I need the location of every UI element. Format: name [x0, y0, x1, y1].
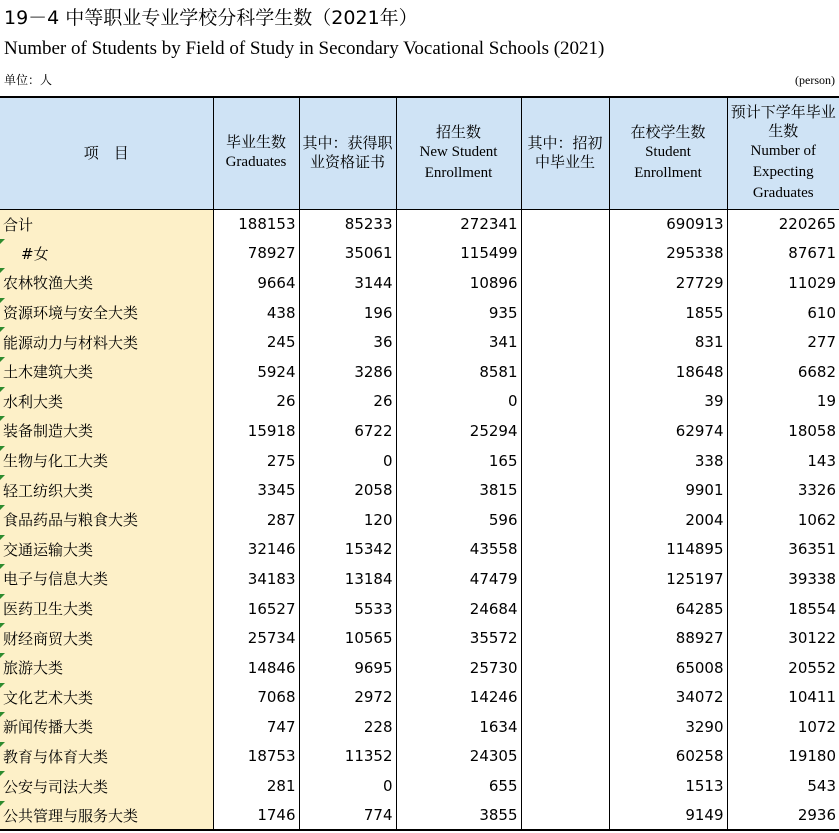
- cell-expected: 18554: [727, 594, 839, 624]
- cell-certified: 13184: [299, 564, 396, 594]
- cell-certified: 2972: [299, 683, 396, 713]
- cell-certified: 85233: [299, 209, 396, 239]
- comment-marker-icon: [0, 564, 5, 569]
- page-subtitle: Number of Students by Field of Study in Secondary Vocational Schools (2021): [4, 38, 605, 59]
- row-label: 农林牧渔大类: [3, 274, 94, 293]
- cell-graduates: 747: [266, 717, 296, 736]
- table-row: [0, 564, 839, 594]
- comment-marker-icon: [0, 505, 5, 510]
- cell-graduates: 15918: [247, 421, 296, 440]
- cell-new-enrollment: 655: [396, 771, 521, 801]
- cell-new-enrollment: 24305: [396, 742, 521, 772]
- cell-from-junior: [521, 327, 609, 357]
- cell-expected: 2936: [727, 801, 839, 831]
- row-label: 交通运输大类: [3, 540, 94, 559]
- row-label-cell: [0, 742, 213, 772]
- row-label-cell: [0, 209, 213, 239]
- cell-certified: 0: [299, 771, 396, 801]
- cell-certified: 3144: [299, 268, 396, 298]
- comment-marker-icon: [0, 475, 5, 480]
- cell-new-enrollment: 0: [396, 387, 521, 417]
- row-label-cell: [0, 387, 213, 417]
- cell-expected: 87671: [727, 239, 839, 269]
- comment-marker-icon: [0, 594, 5, 599]
- cell-expected: 6682: [727, 357, 839, 387]
- header-item: [0, 97, 213, 209]
- row-label: 合计: [3, 215, 34, 234]
- cell-expected: 1062: [727, 505, 839, 535]
- cell-expected: 19: [727, 387, 839, 417]
- cell-certified: 36: [299, 327, 396, 357]
- table-row: [0, 357, 839, 387]
- table-row: [0, 239, 839, 269]
- cell-new-enrollment: 47479: [396, 564, 521, 594]
- cell-graduates: 16527: [247, 599, 296, 618]
- table-row: [0, 209, 839, 239]
- cell-certified: 3286: [299, 357, 396, 387]
- cell-graduates: 7068: [257, 688, 296, 707]
- cell-graduates: 275: [266, 451, 296, 470]
- cell-enrollment: 18648: [609, 357, 727, 387]
- cell-new-enrollment: 24684: [396, 594, 521, 624]
- table-row: [0, 535, 839, 565]
- table-row: [0, 771, 839, 801]
- cell-graduates: 1746: [213, 801, 299, 831]
- cell-new-enrollment: 596: [396, 505, 521, 535]
- row-label: 医药卫生大类: [3, 600, 94, 619]
- cell-enrollment: 39: [609, 387, 727, 417]
- row-label: 公安与司法大类: [3, 777, 109, 796]
- cell-from-junior: [521, 268, 609, 298]
- comment-marker-icon: [0, 268, 5, 273]
- cell-graduates: 26: [276, 392, 296, 411]
- row-label-cell: [0, 357, 213, 387]
- header-enrollment-en: Student Enrollment: [634, 143, 702, 181]
- cell-new-enrollment: 115499: [396, 239, 521, 269]
- cell-new-enrollment: 25730: [396, 653, 521, 683]
- cell-certified: 2058: [299, 475, 396, 505]
- comment-marker-icon: [0, 446, 5, 451]
- cell-graduates: 78927: [247, 244, 296, 263]
- cell-expected: 1072: [727, 712, 839, 742]
- row-label: 食品药品与粮食大类: [3, 511, 139, 530]
- comment-marker-icon: [0, 387, 5, 392]
- cell-expected: 543: [727, 771, 839, 801]
- cell-enrollment: 9901: [609, 475, 727, 505]
- cell-certified: 11352: [299, 742, 396, 772]
- comment-marker-icon: [0, 298, 5, 303]
- cell-enrollment: 338: [609, 446, 727, 476]
- cell-enrollment: 1855: [609, 298, 727, 328]
- cell-enrollment: 9149: [609, 801, 727, 831]
- unit-label-en: (person): [795, 73, 835, 87]
- row-label-cell: [0, 623, 213, 653]
- cell-enrollment: 2004: [609, 505, 727, 535]
- row-label-cell: [0, 712, 213, 742]
- row-label-cell: [0, 475, 213, 505]
- cell-graduates: 287: [266, 510, 296, 529]
- cell-certified: 196: [299, 298, 396, 328]
- cell-enrollment: 690913: [609, 209, 727, 239]
- cell-expected: 19180: [727, 742, 839, 772]
- comment-marker-icon: [0, 623, 5, 628]
- cell-enrollment: 64285: [609, 594, 727, 624]
- cell-expected: 143: [727, 446, 839, 476]
- cell-new-enrollment: 14246: [396, 683, 521, 713]
- table-row: [0, 653, 839, 683]
- cell-from-junior: [521, 742, 609, 772]
- cell-enrollment: 34072: [609, 683, 727, 713]
- cell-from-junior: [521, 594, 609, 624]
- table-row: [0, 742, 839, 772]
- row-label-cell: [0, 771, 213, 801]
- row-label: 旅游大类: [3, 659, 64, 678]
- cell-expected: 610: [727, 298, 839, 328]
- cell-from-junior: [521, 475, 609, 505]
- table-row: [0, 712, 839, 742]
- table-row: [0, 298, 839, 328]
- cell-graduates: 34183: [247, 569, 296, 588]
- row-label-cell: [0, 416, 213, 446]
- data-table: [0, 96, 839, 831]
- header-graduates-en: Graduates: [225, 154, 287, 171]
- row-label-cell: [0, 801, 213, 831]
- cell-enrollment: 3290: [609, 712, 727, 742]
- page-title: 19－4 中等职业专业学校分科学生数（2021年）: [4, 7, 418, 29]
- cell-expected: 30122: [727, 623, 839, 653]
- table-row: [0, 683, 839, 713]
- cell-from-junior: [521, 535, 609, 565]
- cell-new-enrollment: 341: [396, 327, 521, 357]
- cell-from-junior: [521, 653, 609, 683]
- cell-certified: 26: [299, 387, 396, 417]
- row-label-cell: [0, 239, 213, 269]
- cell-new-enrollment: 25294: [396, 416, 521, 446]
- row-label-cell: [0, 268, 213, 298]
- comment-marker-icon: [0, 683, 5, 688]
- cell-from-junior: [521, 683, 609, 713]
- unit-label: 单位：人: [4, 73, 53, 87]
- cell-from-junior: [521, 239, 609, 269]
- table-row: [0, 268, 839, 298]
- cell-expected: 3326: [727, 475, 839, 505]
- comment-marker-icon: [0, 771, 5, 776]
- cell-graduates: 438: [266, 303, 296, 322]
- row-label: 装备制造大类: [3, 422, 94, 441]
- cell-certified: 228: [299, 712, 396, 742]
- cell-certified: 35061: [299, 239, 396, 269]
- cell-expected: 20552: [727, 653, 839, 683]
- row-label-cell: [0, 505, 213, 535]
- cell-from-junior: [521, 209, 609, 239]
- header-new-enrollment-cn: 招生数: [435, 122, 481, 141]
- comment-marker-icon: [0, 327, 5, 332]
- cell-new-enrollment: 3815: [396, 475, 521, 505]
- header-certified-cn: 其中：获得职业资格证书: [302, 134, 393, 172]
- cell-certified: 6722: [299, 416, 396, 446]
- cell-enrollment: 62974: [609, 416, 727, 446]
- comment-marker-icon: [0, 357, 5, 362]
- cell-enrollment: 60258: [609, 742, 727, 772]
- header-graduates-cn: 毕业生数: [225, 133, 286, 152]
- cell-enrollment: 295338: [609, 239, 727, 269]
- cell-from-junior: [521, 712, 609, 742]
- row-label-cell: [0, 535, 213, 565]
- table-row: [0, 475, 839, 505]
- cell-graduates: 14846: [247, 658, 296, 677]
- cell-from-junior: [521, 771, 609, 801]
- row-label-cell: [0, 653, 213, 683]
- row-label-cell: [0, 298, 213, 328]
- cell-from-junior: [521, 801, 609, 831]
- cell-graduates: 32146: [247, 540, 296, 559]
- row-label-cell: [0, 446, 213, 476]
- comment-marker-icon: [0, 239, 5, 244]
- cell-new-enrollment: 1634: [396, 712, 521, 742]
- row-label: 能源动力与材料大类: [3, 333, 139, 352]
- cell-expected: 220265: [727, 209, 839, 239]
- cell-expected: 36351: [727, 535, 839, 565]
- header-graduates: [213, 97, 299, 209]
- cell-new-enrollment: 3855: [396, 801, 521, 831]
- table-row: [0, 623, 839, 653]
- header-from-junior-cn: 其中：招初中毕业生: [527, 134, 603, 172]
- cell-from-junior: [521, 446, 609, 476]
- row-label: 财经商贸大类: [3, 629, 94, 648]
- cell-from-junior: [521, 416, 609, 446]
- cell-graduates: 9664: [257, 273, 296, 292]
- cell-expected: 11029: [727, 268, 839, 298]
- cell-enrollment: 1513: [609, 771, 727, 801]
- cell-graduates: 188153: [238, 215, 296, 234]
- cell-new-enrollment: 272341: [396, 209, 521, 239]
- table-row: [0, 505, 839, 535]
- row-label: 资源环境与安全大类: [3, 304, 139, 323]
- cell-new-enrollment: 35572: [396, 623, 521, 653]
- header-expected: [727, 97, 839, 209]
- cell-new-enrollment: 10896: [396, 268, 521, 298]
- cell-certified: 10565: [299, 623, 396, 653]
- cell-expected: 10411: [727, 683, 839, 713]
- cell-from-junior: [521, 387, 609, 417]
- row-label: 教育与体育大类: [3, 747, 109, 766]
- row-label-cell: [0, 683, 213, 713]
- row-label: 电子与信息大类: [3, 570, 109, 589]
- comment-marker-icon: [0, 801, 5, 806]
- table-row: [0, 387, 839, 417]
- cell-from-junior: [521, 298, 609, 328]
- table-row: [0, 594, 839, 624]
- cell-enrollment: 125197: [609, 564, 727, 594]
- cell-graduates: 3345: [257, 481, 296, 500]
- cell-from-junior: [521, 505, 609, 535]
- table-body: [0, 209, 839, 830]
- comment-marker-icon: [0, 742, 5, 747]
- cell-from-junior: [521, 564, 609, 594]
- header-item-cn: 项 目: [83, 143, 129, 162]
- cell-enrollment: 65008: [609, 653, 727, 683]
- cell-new-enrollment: 43558: [396, 535, 521, 565]
- row-label: #女: [21, 244, 49, 263]
- comment-marker-icon: [0, 653, 5, 658]
- header-expected-cn: 预计下学年毕业生数: [730, 102, 836, 140]
- row-label: 文化艺术大类: [3, 688, 94, 707]
- row-label-cell: [0, 327, 213, 357]
- header-certified: [299, 97, 396, 209]
- cell-new-enrollment: 165: [396, 446, 521, 476]
- header-enrollment: [609, 97, 727, 209]
- header-expected-en: Number of Expecting Graduates: [750, 142, 816, 201]
- cell-certified: 9695: [299, 653, 396, 683]
- comment-marker-icon: [0, 535, 5, 540]
- cell-graduates: 5924: [257, 362, 296, 381]
- header-new-enrollment: [396, 97, 521, 209]
- cell-enrollment: 831: [609, 327, 727, 357]
- cell-certified: 0: [299, 446, 396, 476]
- table-row: [0, 416, 839, 446]
- row-label: 新闻传播大类: [3, 718, 94, 737]
- row-label: 土木建筑大类: [3, 363, 94, 382]
- cell-graduates: 25734: [247, 629, 296, 648]
- table-header-row: [0, 97, 839, 209]
- comment-marker-icon: [0, 416, 5, 421]
- cell-expected: 277: [727, 327, 839, 357]
- row-label-cell: [0, 564, 213, 594]
- row-label-cell: [0, 594, 213, 624]
- table-row: [0, 446, 839, 476]
- cell-from-junior: [521, 623, 609, 653]
- cell-expected: 18058: [727, 416, 839, 446]
- cell-certified: 774: [299, 801, 396, 831]
- cell-enrollment: 27729: [609, 268, 727, 298]
- cell-graduates: 281: [266, 777, 296, 796]
- comment-marker-icon: [0, 712, 5, 717]
- cell-certified: 15342: [299, 535, 396, 565]
- cell-enrollment: 88927: [609, 623, 727, 653]
- cell-certified: 120: [299, 505, 396, 535]
- cell-new-enrollment: 8581: [396, 357, 521, 387]
- cell-graduates: 18753: [247, 747, 296, 766]
- table-row: [0, 327, 839, 357]
- table-row: [0, 801, 839, 831]
- row-label: 轻工纺织大类: [3, 481, 94, 500]
- header-enrollment-cn: 在校学生数: [630, 122, 706, 141]
- header-new-enrollment-en: New Student Enrollment: [419, 143, 498, 181]
- cell-expected: 39338: [727, 564, 839, 594]
- row-label: 公共管理与服务大类: [3, 806, 139, 825]
- cell-from-junior: [521, 357, 609, 387]
- cell-graduates: 245: [266, 333, 296, 352]
- cell-new-enrollment: 935: [396, 298, 521, 328]
- row-label: 生物与化工大类: [3, 452, 109, 471]
- header-from-junior: [521, 97, 609, 209]
- cell-certified: 5533: [299, 594, 396, 624]
- cell-enrollment: 114895: [609, 535, 727, 565]
- row-label: 水利大类: [3, 392, 64, 411]
